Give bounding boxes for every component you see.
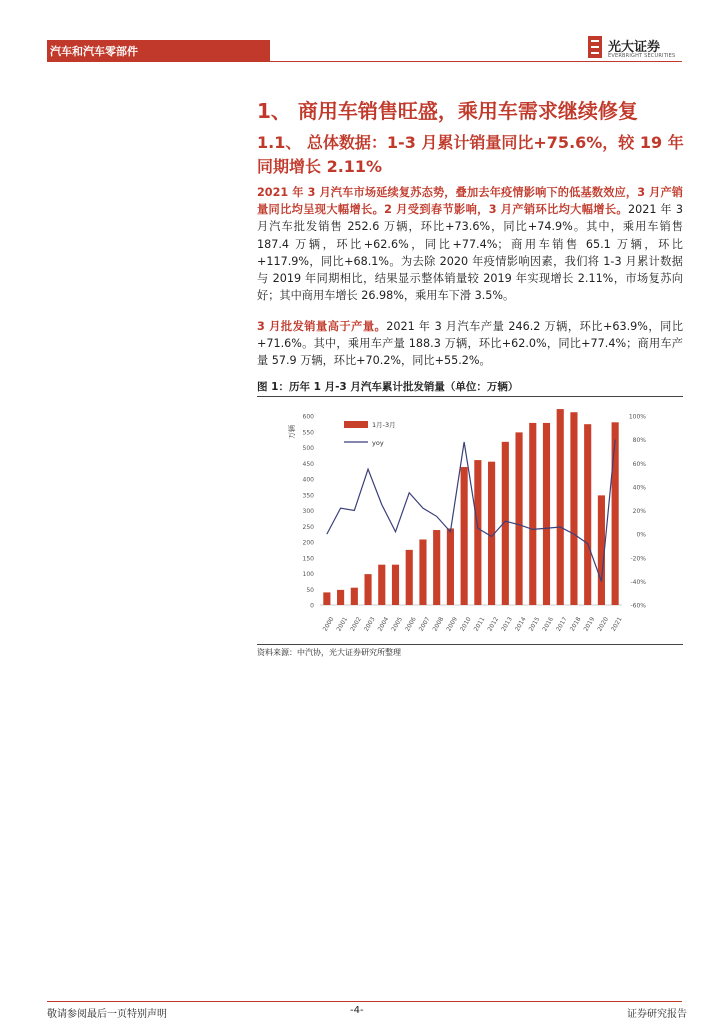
figure-source: 资料来源：中汽协，光大证券研究所整理	[257, 648, 401, 657]
y2-tick-label: 20%	[632, 508, 646, 515]
x-tick-label: 2021	[609, 615, 624, 633]
paragraph-production-body: 2021 年 3 月汽车产量 246.2 万辆，环比+63.9%，同比+71.6%。其中，乘用车产量 188.3 万辆，环比+62.0%，同比+77.4%；商用车产量 57.9 万辆，环比+70.2%，同比+55.2%。	[257, 320, 684, 368]
bar-2004	[378, 565, 385, 605]
paragraph-overview	[257, 184, 683, 304]
y2-tick-label: -20%	[630, 555, 646, 563]
paragraph-overview-body: 2021 年 3 月汽车批发销售 252.6 万辆，环比+73.6%，同比+74.9%。其中，乘用车销售 187.4 万辆，环比+62.6%，同比+77.4%；商用车销售 65.1 万辆，环比+117.9%，同比+68.1%。为去除 2020 年疫情影响因素，我们将 1-3 月累计数据与 2019 年同期相比，结果显示整体销量较 2019 年实现增长 2.11%，市场复苏向好；其中商用车增长 26.98%，乘用车下滑 3.5%。	[257, 203, 683, 303]
legend-bar-label: 1月-3月	[372, 421, 396, 429]
footer-disclaimer: 敬请参阅最后一页特别声明	[47, 1009, 167, 1020]
x-tick-label: 2001	[335, 615, 350, 633]
bar-2003	[364, 574, 371, 605]
x-tick-label: 2016	[541, 615, 556, 633]
y2-tick-label: 40%	[632, 484, 646, 492]
y-tick-label: 600	[302, 413, 314, 421]
x-tick-label: 2015	[527, 615, 542, 633]
section-heading: 1、 商用车销售旺盛，乘用车需求继续修复	[257, 99, 638, 123]
y-tick-label: 500	[302, 445, 314, 452]
x-tick-label: 2018	[568, 615, 583, 633]
x-tick-label: 2008	[431, 615, 446, 633]
footer-page-number: -4-	[350, 1005, 364, 1016]
y-tick-label: 250	[302, 523, 314, 531]
x-tick-label: 2019	[582, 615, 597, 633]
y-tick-label: 450	[302, 460, 314, 468]
bar-2001	[337, 590, 344, 605]
bar-2008	[433, 530, 440, 605]
bar-2009	[447, 528, 454, 605]
bar-2002	[351, 588, 358, 605]
x-tick-label: 2017	[555, 615, 569, 633]
y-tick-label: 300	[302, 508, 314, 515]
y-tick-label: 150	[302, 555, 314, 563]
bar-2018	[570, 412, 577, 605]
bar-2000	[323, 592, 330, 605]
y2-tick-label: -40%	[630, 578, 646, 586]
x-tick-label: 2009	[445, 615, 459, 633]
y2-tick-label: 80%	[632, 437, 646, 445]
sales-chart	[280, 402, 655, 642]
y2-tick-label: 0%	[636, 531, 646, 539]
bar-2019	[584, 424, 591, 605]
bar-2006	[406, 550, 413, 605]
x-tick-label: 2000	[321, 615, 336, 633]
logo-brand-text: 光大证券	[608, 40, 661, 55]
footer-divider	[47, 1001, 682, 1002]
logo-sub-text: EVERBRIGHT SECURITIES	[608, 53, 676, 59]
bar-2015	[529, 423, 536, 605]
x-tick-label: 2007	[417, 615, 432, 633]
legend-bar-swatch	[344, 421, 368, 428]
bar-2016	[543, 423, 550, 605]
y2-tick-label: 100%	[628, 413, 646, 421]
y-tick-label: 200	[302, 539, 314, 547]
x-tick-label: 2012	[486, 615, 501, 633]
x-tick-label: 2003	[362, 615, 377, 633]
x-tick-label: 2006	[404, 615, 418, 633]
y-tick-label: 350	[302, 492, 314, 500]
logo-mark-icon	[588, 36, 602, 58]
header-section-bar	[47, 40, 270, 62]
figure-title: 图 1：历年 1 月-3 月汽车累计批发销量（单位：万辆）	[257, 381, 519, 393]
x-tick-label: 2013	[500, 615, 514, 633]
x-tick-label: 2020	[596, 615, 610, 633]
figure-bottom-rule	[257, 644, 683, 645]
y-tick-label: 550	[302, 429, 314, 437]
bar-2010	[461, 467, 468, 605]
y-axis-label: 万辆	[288, 425, 296, 439]
y-tick-label: 50	[306, 586, 314, 594]
x-tick-label: 2014	[513, 615, 528, 633]
y-tick-label: 400	[302, 476, 314, 484]
bar-2014	[515, 432, 522, 605]
x-tick-label: 2005	[390, 615, 405, 633]
bar-2005	[392, 565, 399, 605]
legend-line-label: yoy	[372, 439, 384, 447]
x-tick-label: 2004	[376, 615, 391, 633]
y-tick-label: 0	[310, 602, 314, 610]
subsection-heading-line2: 同期增长 2.11%	[257, 157, 383, 176]
bar-2021	[612, 422, 619, 605]
x-tick-label: 2010	[458, 615, 473, 633]
subsection-heading-line1: 1.1、 总体数据：1-3 月累计销量同比+75.6%，较 19 年	[257, 133, 684, 152]
y2-tick-label: -60%	[630, 602, 646, 610]
x-tick-label: 2002	[349, 615, 363, 633]
bar-2007	[419, 539, 426, 605]
header-divider	[47, 61, 682, 62]
y2-tick-label: 60%	[632, 460, 646, 468]
y-tick-label: 100	[302, 571, 314, 578]
bar-2017	[557, 409, 564, 605]
company-logo	[588, 34, 684, 62]
paragraph-production	[257, 318, 683, 370]
paragraph-production-lead: 3 月批发销量高于产量。	[257, 320, 387, 333]
x-tick-label: 2011	[472, 615, 487, 633]
header-section-label: 汽车和汽车零部件	[50, 45, 138, 58]
footer-report-type: 证券研究报告	[627, 1009, 687, 1020]
bar-2011	[474, 460, 481, 605]
paragraph-overview-lead: 2021 年 3 月汽车市场延续复苏态势，叠加去年疫情影响下的低基数效应，3 月产销量同比均呈现大幅增长。2 月受到春节影响，3 月产销环比均大幅增长。	[257, 186, 683, 217]
figure-top-rule	[257, 396, 683, 397]
